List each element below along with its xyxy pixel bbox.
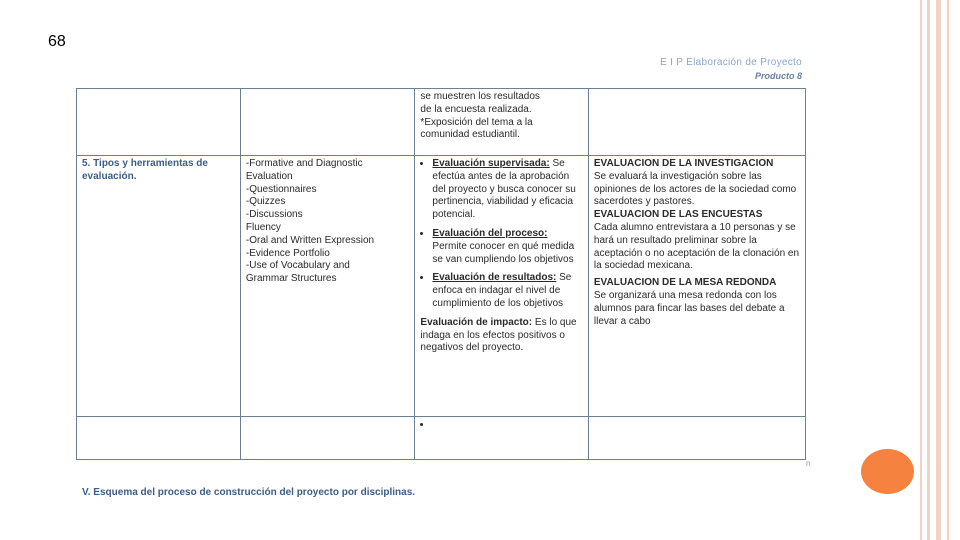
text-line: -Oral and Written Expression: [245, 234, 375, 246]
list-item: [432, 228, 582, 266]
evaluation-table: [76, 88, 806, 460]
section-text: Se organizará una mesa redonda con los alumnos para fincar las bases del debate a llevar a cabo: [593, 289, 785, 327]
section-title: EVALUACION DE LA MESA REDONDA: [593, 277, 777, 289]
text-line: Grammar Structures: [245, 273, 337, 285]
table-cell: [588, 89, 805, 156]
evaluation-kinds-cell: [415, 156, 588, 417]
text-line: -Discussions: [245, 209, 303, 221]
list-item: [432, 158, 582, 222]
slide-number: 68: [48, 33, 66, 50]
impact-evaluation: [420, 317, 582, 355]
item-text: Se efectúa antes de la aprobación del proyecto y busca conocer su pertinencia, viabilidad y eficacia potencial.: [432, 158, 576, 221]
orange-circle-decoration: [861, 449, 914, 494]
evaluation-tools-cell: [240, 156, 415, 417]
text-line: -Use of Vocabulary and: [245, 260, 350, 272]
table-row: [77, 156, 806, 417]
list-item: [432, 419, 582, 432]
text-line: de la encuesta realizada.: [420, 103, 532, 115]
table-cell: [240, 89, 415, 156]
table-cell: [415, 417, 588, 460]
item-text: Es lo que indaga en los efectos positivos o negativos del proyecto.: [420, 316, 577, 354]
table-cell: [77, 89, 241, 156]
document-title: E I P Elaboración de Proyecto: [660, 57, 802, 68]
section-text: Se evaluará la investigación sobre las opiniones de los actores de la sociedad como sacerdotes y pastores.: [593, 170, 797, 208]
item-title: Evaluación de impacto:: [420, 316, 533, 328]
item-title: Evaluación supervisada:: [432, 158, 550, 169]
evaluation-plan-cell: [588, 156, 805, 417]
text-line: -Formative and Diagnostic: [245, 158, 363, 169]
table-cell-continuation: [415, 89, 588, 156]
section-text: Cada alumno entrevistara a 10 personas y se hará un resultado preliminar sobre la aceptación o no aceptación de la clonación en la sociedad mexicana.: [593, 221, 800, 272]
text-line: -Evidence Portfolio: [245, 247, 330, 259]
empty-bullet-list: [420, 419, 582, 432]
text-line: Evaluation: [245, 170, 293, 182]
section-title: EVALUACION DE LAS ENCUESTAS: [593, 209, 763, 221]
table-row: [77, 89, 806, 156]
evaluation-kinds-list: [420, 158, 582, 311]
section-heading: V. Esquema del proceso de construcción del proyecto por disciplinas.: [82, 487, 416, 498]
text-line: Fluency: [245, 221, 281, 233]
page-mark: n: [806, 459, 811, 468]
item-title: Evaluación de resultados:: [432, 272, 557, 284]
evaluation-types-label-cell: [77, 156, 241, 417]
table-row: [77, 417, 806, 460]
section-label: 5. Tipos y herramientas de evaluación.: [82, 158, 208, 182]
table-cell: [588, 417, 805, 460]
section-title: EVALUACION DE LA INVESTIGACION: [593, 158, 774, 169]
list-item: [432, 272, 582, 310]
text-line: -Quizzes: [245, 196, 286, 208]
item-title: Evaluación del proceso:: [432, 227, 548, 239]
table-cell: [240, 417, 415, 460]
document-subtitle: Producto 8: [754, 71, 802, 81]
table-cell: [77, 417, 241, 460]
text-line: *Exposición del tema a la: [420, 116, 533, 128]
item-text: Se enfoca en indagar el nivel de cumplimiento de los objetivos: [432, 272, 572, 309]
decorative-stripes: [920, 0, 960, 540]
text-line: se muestren los resultados: [420, 91, 540, 102]
text-line: comunidad estudiantil.: [420, 129, 520, 141]
item-text: Permite conocer en qué medida se van cumpliendo los objetivos: [432, 240, 575, 265]
text-line: -Questionnaires: [245, 183, 317, 195]
